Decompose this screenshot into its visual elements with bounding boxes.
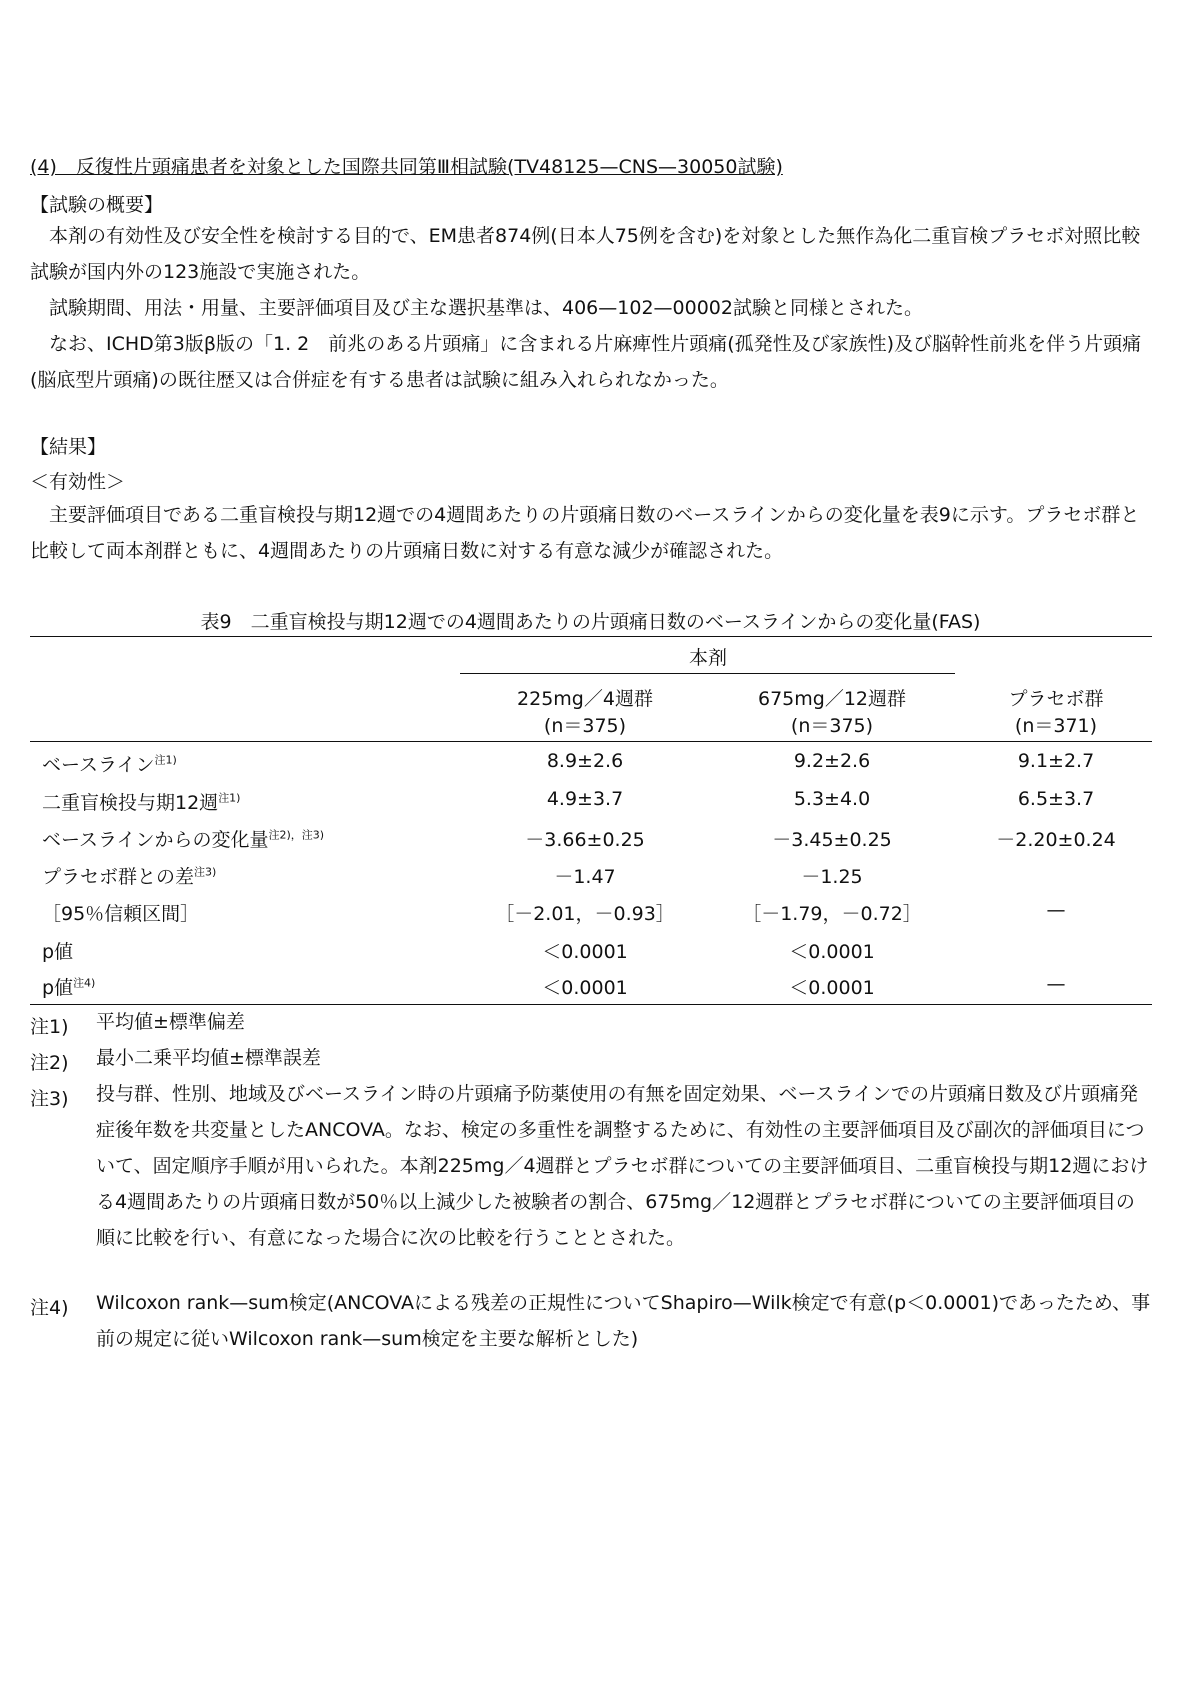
- col-header-225mg: 225mg／4週群: [517, 688, 653, 710]
- row-value-placebo: 9.1±2.7: [1017, 750, 1095, 772]
- results-label: 【結果】: [30, 436, 107, 458]
- row-label: p値$^{注4)}$: [42, 976, 96, 999]
- row-value-225mg: ＜0.0001: [542, 977, 628, 999]
- row-label: プラセボ群との差$^{注3)}$: [42, 865, 217, 888]
- overview-paragraph-3: なお、ICHD第3版β版の「1. 2 前兆のある片頭痛」に含まれる片麻痺性片頭痛(孤発性及び家族性)及び脳幹性前兆を伴う片頭痛(脳底型片頭痛)の既往歴又は合併症を有する患者は試験に組み入れられなかった。: [30, 333, 1142, 391]
- row-value-placebo: —: [1046, 899, 1066, 921]
- footnote-text: Wilcoxon rank—sum検定(ANCOVAによる残差の正規性についてShapiro—Wilk検定で有意(p＜0.0001)であったため、事前の規定に従いWilcoxon rank—sum検定を主要な解析とした): [96, 1292, 1151, 1350]
- row-value-225mg: 4.9±3.7: [546, 788, 624, 810]
- footnote-text: 最小二乗平均値±標準誤差: [96, 1047, 321, 1069]
- col-header-placebo: プラセボ群: [1008, 688, 1104, 710]
- row-value-675mg: 5.3±4.0: [793, 788, 871, 810]
- row-value-placebo: －2.20±0.24: [996, 829, 1116, 851]
- row-value-225mg: 8.9±2.6: [546, 750, 624, 772]
- row-value-675mg: －3.45±0.25: [772, 829, 892, 851]
- row-value-placebo: —: [1046, 973, 1066, 995]
- table-top-rule: [30, 636, 1152, 637]
- row-label: ［95％信頼区間］: [42, 903, 200, 925]
- footnote-key: 注4): [30, 1297, 69, 1319]
- row-label: 二重盲検投与期12週$^{注1)}$: [42, 791, 241, 814]
- overview-paragraph-1: 本剤の有効性及び安全性を検討する目的で、EM患者874例(日本人75例を含む)を対象とした無作為化二重盲検プラセボ対照比較試験が国内外の123施設で実施された。: [30, 225, 1141, 283]
- footnote-text: 平均値±標準偏差: [96, 1011, 245, 1033]
- footnote-key: 注1): [30, 1016, 69, 1038]
- group-header-drug: 本剤: [688, 647, 728, 669]
- row-value-675mg: －1.25: [801, 866, 863, 888]
- row-value-placebo: 6.5±3.7: [1017, 788, 1095, 810]
- row-label: ベースライン$^{注1)}$: [42, 753, 177, 776]
- row-value-675mg: ＜0.0001: [789, 941, 875, 963]
- row-value-675mg: 9.2±2.6: [793, 750, 871, 772]
- row-value-225mg: －1.47: [554, 866, 616, 888]
- row-value-225mg: ＜0.0001: [542, 941, 628, 963]
- section-heading: (4) 反復性片頭痛患者を対象とした国際共同第Ⅲ相試験(TV48125—CNS—30050試験): [30, 156, 783, 178]
- group-header-rule: [460, 673, 955, 674]
- table-header-rule: [30, 741, 1152, 742]
- efficacy-label: ＜有効性＞: [30, 471, 126, 493]
- overview-paragraph-2: 試験期間、用法・用量、主要評価項目及び主な選択基準は、406—102—00002試験と同様とされた。: [49, 297, 923, 319]
- row-label: ベースラインからの変化量$^{注2),注3)}$: [42, 828, 325, 851]
- footnote-key: 注2): [30, 1052, 69, 1074]
- row-value-675mg: ＜0.0001: [789, 977, 875, 999]
- row-value-675mg: ［－1.79，－0.72］: [742, 903, 922, 925]
- col-header-675mg: 675mg／12週群: [757, 688, 907, 710]
- row-value-225mg: ［－2.01，－0.93］: [495, 903, 675, 925]
- results-paragraph: 主要評価項目である二重盲検投与期12週での4週間あたりの片頭痛日数のベースラインからの変化量を表9に示す。プラセボ群と比較して両本剤群ともに、4週間あたりの片頭痛日数に対する有意な減少が確認された。: [30, 504, 1140, 562]
- col-header-225mg-n: (n＝375): [543, 715, 627, 737]
- col-header-675mg-n: (n＝375): [790, 715, 874, 737]
- footnote-text: 投与群、性別、地域及びベースライン時の片頭痛予防薬使用の有無を固定効果、ベースラインでの片頭痛日数及び片頭痛発症後年数を共変量としたANCOVA。なお、検定の多重性を調整するために、有効性の主要評価項目及び副次的評価項目について、固定順序手順が用いられた。本剤225mg／4週群とプラセボ群についての主要評価項目、二重盲検投与期12週における4週間あたりの片頭痛日数が50％以上減少した被験者の割合、675mg／12週群とプラセボ群についての主要評価項目の順に比較を行い、有意になった場合に次の比較を行うこととされた。: [96, 1083, 1149, 1249]
- row-label: p値: [42, 941, 74, 963]
- overview-label: 【試験の概要】: [30, 194, 164, 216]
- footnote-key: 注3): [30, 1088, 69, 1110]
- col-header-placebo-n: (n＝371): [1014, 715, 1098, 737]
- table-caption: 表9 二重盲検投与期12週での4週間あたりの片頭痛日数のベースラインからの変化量(FAS): [200, 611, 981, 633]
- row-value-225mg: －3.66±0.25: [525, 829, 645, 851]
